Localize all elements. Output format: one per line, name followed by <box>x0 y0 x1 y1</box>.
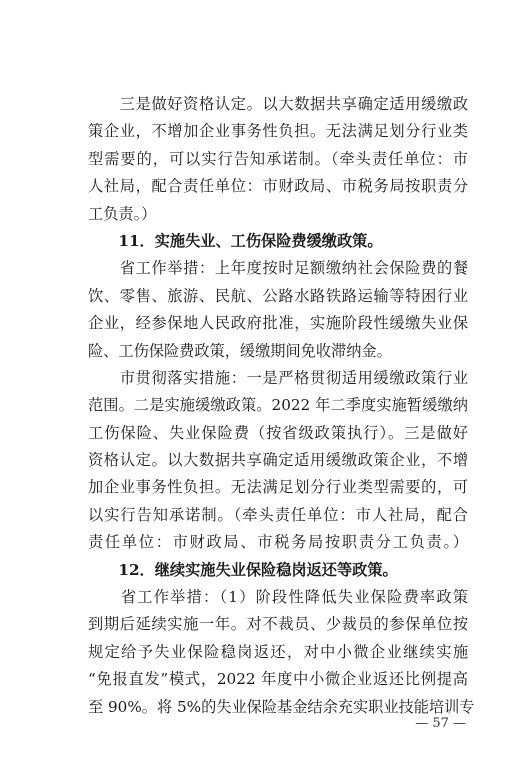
text-line: “免报直发”模式，2022 年度中小微企业返还比例提高 <box>88 670 468 689</box>
text-line: 饮、零售、旅游、民航、公路水路铁路运输等特困行业 <box>88 286 468 305</box>
text-line: 工伤保险、失业保险费（按省级政策执行）。三是做好 <box>88 423 468 442</box>
text-line: 至 90%。将 5%的失业保险基金结余充实职业技能培训专 <box>88 697 475 716</box>
text-line: 以实行告知承诺制。（牵头责任单位：市人社局，配合 <box>88 505 468 524</box>
text-line: 规定给予失业保险稳岗返还，对中小微企业继续实施 <box>88 642 468 661</box>
text-line: 省工作举措：上年度按时足额缴纳社会保险费的餐 <box>88 259 468 278</box>
text-line: 险、工伤保险费政策，缓缴期间免收滞纳金。 <box>88 341 392 360</box>
text-line: 策企业，不增加企业事务性负担。无法满足划分行业类 <box>88 122 468 141</box>
document-body <box>88 91 475 721</box>
text-line: 责任单位：市财政局、市税务局按职责分工负责。） <box>88 533 468 552</box>
text-line: 范围。二是实施缓缴政策。2022 年二季度实施暂缓缴纳 <box>88 396 468 415</box>
text-line: 市贯彻落实措施：一是严格贯彻适用缓缴政策行业 <box>88 368 468 387</box>
page-number: — 57 — <box>415 716 466 731</box>
text-line: 到期后延续实施一年。对不裁员、少裁员的参保单位按 <box>88 615 468 634</box>
text-line: 三是做好资格认定。以大数据共享确定适用缓缴政 <box>88 95 468 113</box>
text-line: 省工作举措：（1）阶段性降低失业保险费率政策 <box>88 588 468 607</box>
text-line: 工负责。） <box>88 204 157 223</box>
text-line: 人社局，配合责任单位：市财政局、市税务局按职责分 <box>88 177 468 196</box>
section-heading-line: 11．实施失业、工伤保险费缓缴政策。 <box>88 231 383 250</box>
section-heading-line: 12．继续实施失业保险稳岗返还等政策。 <box>88 560 398 579</box>
text-line: 企业，经参保地人民政府批准，实施阶段性缓缴失业保 <box>88 314 468 333</box>
text-line: 资格认定。以大数据共享确定适用缓缴政策企业，不增 <box>88 451 468 470</box>
text-line: 加企业事务性负担。无法满足划分行业类型需要的，可 <box>88 478 468 497</box>
text-line: 型需要的，可以实行告知承诺制。（牵头责任单位：市 <box>88 149 468 168</box>
